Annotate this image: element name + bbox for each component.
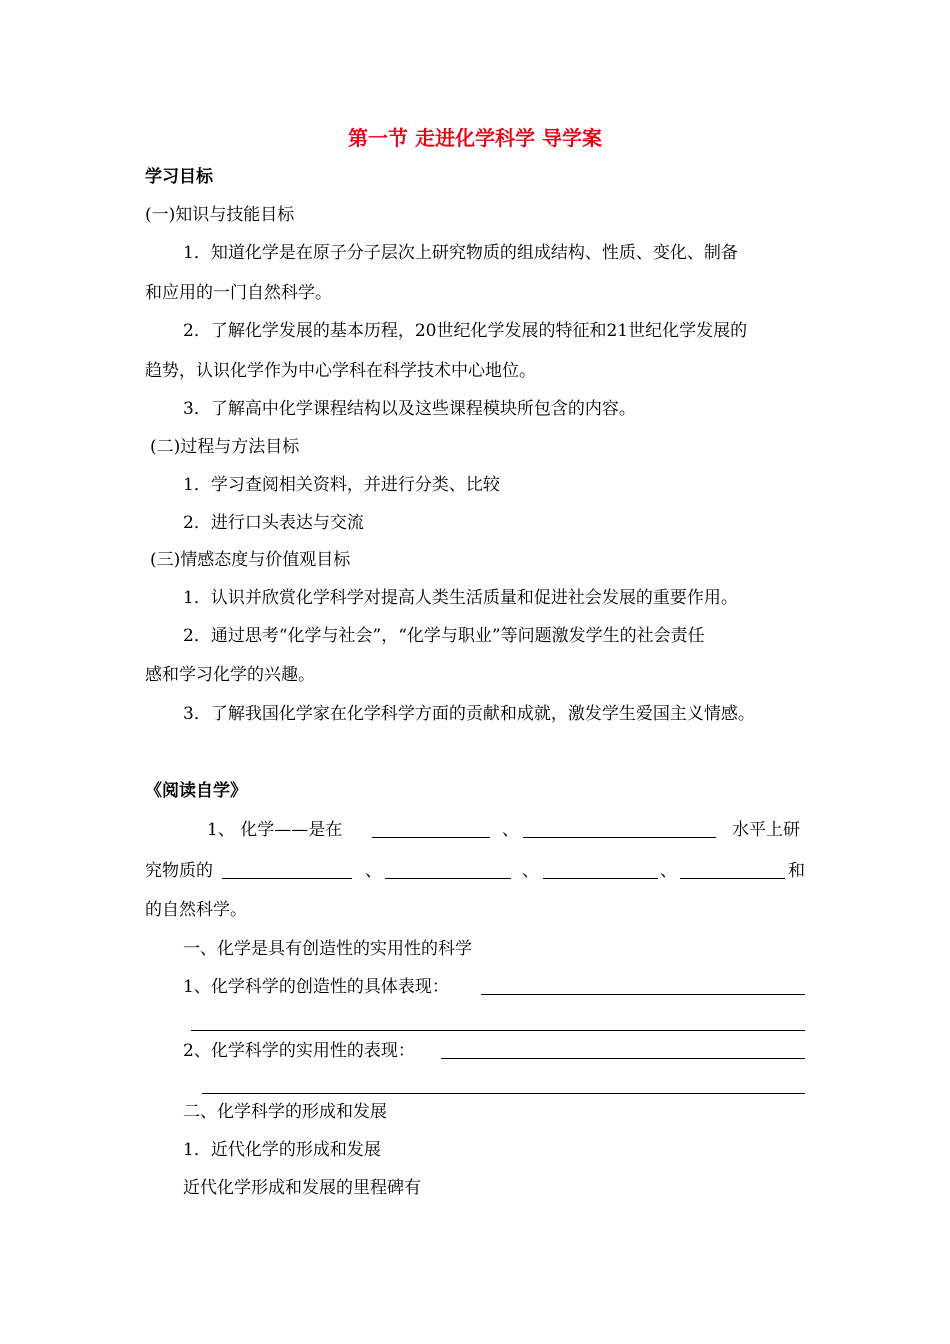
reading-q1-blank-2[interactable] [523, 837, 716, 838]
section-1-answer-2-line-2[interactable] [202, 1093, 805, 1094]
reading-q1-line-3: 的自然科学。 [145, 900, 247, 920]
section-1-heading: 一、化学是具有创造性的实用性的科学 [183, 939, 472, 959]
reading-q1-line2-sep-1: 、 [365, 861, 382, 881]
section-2-heading: 二、化学科学的形成和发展 [183, 1102, 387, 1122]
process-item-1: 1．学习查阅相关资料，并进行分类、比较 [183, 475, 500, 495]
reading-q1-blank-5[interactable] [543, 878, 658, 879]
reading-q1-suffix: 水平上研 [732, 820, 800, 840]
knowledge-heading: (一)知识与技能目标 [145, 205, 295, 225]
emotion-item-2-line-2: 感和学习化学的兴趣。 [145, 665, 315, 685]
knowledge-item-1-line-2: 和应用的一门自然科学。 [145, 283, 332, 303]
emotion-item-1: 1．认识并欣赏化学科学对提高人类生活质量和促进社会发展的重要作用。 [183, 588, 738, 608]
reading-q1-blank-3[interactable] [222, 878, 352, 879]
reading-q1-line2-sep-2: 、 [522, 861, 539, 881]
knowledge-item-2-line-1: 2．了解化学发展的基本历程，20世纪化学发展的特征和21世纪化学发展的 [183, 321, 748, 341]
knowledge-item-1-line-1: 1．知道化学是在原子分子层次上研究物质的组成结构、性质、变化、制备 [183, 243, 738, 263]
reading-q1-line2-sep-3: 、 [660, 861, 677, 881]
reading-q1-blank-4[interactable] [385, 878, 511, 879]
page-title: 第一节 走进化学科学 导学案 [348, 126, 602, 150]
objectives-heading: 学习目标 [145, 167, 213, 187]
section-1-answer-1-line-2[interactable] [191, 1030, 805, 1031]
emotion-item-3: 3．了解我国化学家在化学科学方面的贡献和成就，激发学生爱国主义情感。 [183, 704, 755, 724]
section-1-answer-2-blank[interactable] [441, 1058, 805, 1059]
reading-q1-blank-1[interactable] [372, 837, 490, 838]
reading-q1-sep-1: 、 [502, 820, 519, 840]
reading-q1-line2-prefix: 究物质的 [145, 861, 213, 881]
reading-q1-prefix: 1、 化学——是在 [207, 820, 343, 840]
knowledge-item-3: 3．了解高中化学课程结构以及这些课程模块所包含的内容。 [183, 399, 636, 419]
section-2-item-1: 1．近代化学的形成和发展 [183, 1140, 381, 1160]
reading-heading: 《阅读自学》 [145, 781, 247, 801]
reading-q1-line2-suffix: 和 [788, 861, 805, 881]
section-1-answer-1-blank[interactable] [481, 994, 805, 995]
section-1-question-1: 1、化学科学的创造性的具体表现： [183, 977, 449, 997]
emotion-heading: (三)情感态度与价值观目标 [150, 550, 351, 570]
emotion-item-2-line-1: 2．通过思考“化学与社会”，“化学与职业”等问题激发学生的社会责任 [183, 626, 705, 646]
reading-q1-blank-6[interactable] [680, 878, 785, 879]
process-item-2: 2．进行口头表达与交流 [183, 513, 364, 533]
section-2-text: 近代化学形成和发展的里程碑有 [183, 1178, 421, 1198]
process-heading: (二)过程与方法目标 [150, 437, 300, 457]
knowledge-item-2-line-2: 趋势，认识化学作为中心学科在科学技术中心地位。 [145, 361, 536, 381]
section-1-question-2: 2、化学科学的实用性的表现： [183, 1041, 415, 1061]
